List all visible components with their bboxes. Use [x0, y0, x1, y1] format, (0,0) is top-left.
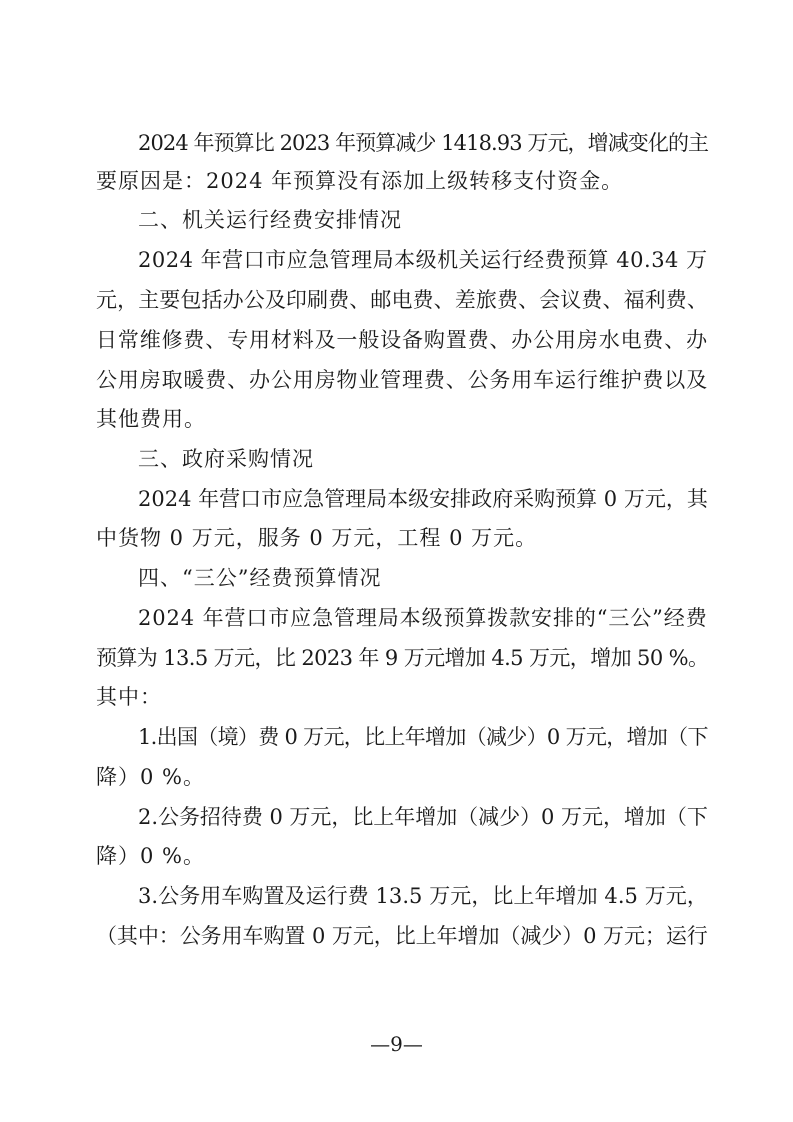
text-line: 降）0 %。: [96, 844, 205, 868]
section-heading: 三、政府采购情况: [138, 447, 314, 471]
text-line: 其他费用。: [96, 407, 206, 431]
section-heading: 四、“三公”经费预算情况: [138, 566, 382, 590]
text-line: 降）0 %。: [96, 765, 205, 789]
text-line: 预算为 13.5 万元，比 2023 年 9 万元增加 4.5 万元，增加 50 %。: [96, 646, 709, 670]
text-line: 其中：: [96, 685, 162, 709]
text-line: 2024 年营口市应急管理局本级安排政府采购预算 0 万元，其: [138, 487, 708, 511]
text-line: 要原因是：2024 年预算没有添加上级转移支付资金。: [96, 169, 624, 193]
text-line: 3.公务用车购置及运行费 13.5 万元，比上年增加 4.5 万元，: [138, 884, 708, 908]
text-line: 2024 年预算比 2023 年预算减少 1418.93 万元，增减变化的主: [138, 131, 709, 155]
text-line: 公用房取暖费、办公用房物业管理费、公务用车运行维护费以及: [96, 368, 708, 392]
text-line: 日常维修费、专用材料及一般设备购置费、办公用房水电费、办: [96, 328, 708, 352]
text-line: 2024 年营口市应急管理局本级机关运行经费预算 40.34 万: [138, 248, 708, 272]
page-number: —9—: [370, 1032, 423, 1056]
text-line: 元，主要包括办公及印刷费、邮电费、差旅费、会议费、福利费、: [96, 288, 708, 312]
text-line: （其中：公务用车购置 0 万元，比上年增加（减少）0 万元；运行: [96, 924, 708, 948]
text-line: 2.公务招待费 0 万元，比上年增加（减少）0 万元，增加（下: [138, 805, 708, 829]
text-line: 中货物 0 万元，服务 0 万元，工程 0 万元。: [96, 526, 538, 550]
text-line: 1.出国（境）费 0 万元，比上年增加（减少）0 万元，增加（下: [138, 725, 708, 749]
section-heading: 二、机关运行经费安排情况: [138, 208, 402, 232]
text-line: 2024 年营口市应急管理局本级预算拨款安排的“三公”经费: [138, 606, 708, 630]
